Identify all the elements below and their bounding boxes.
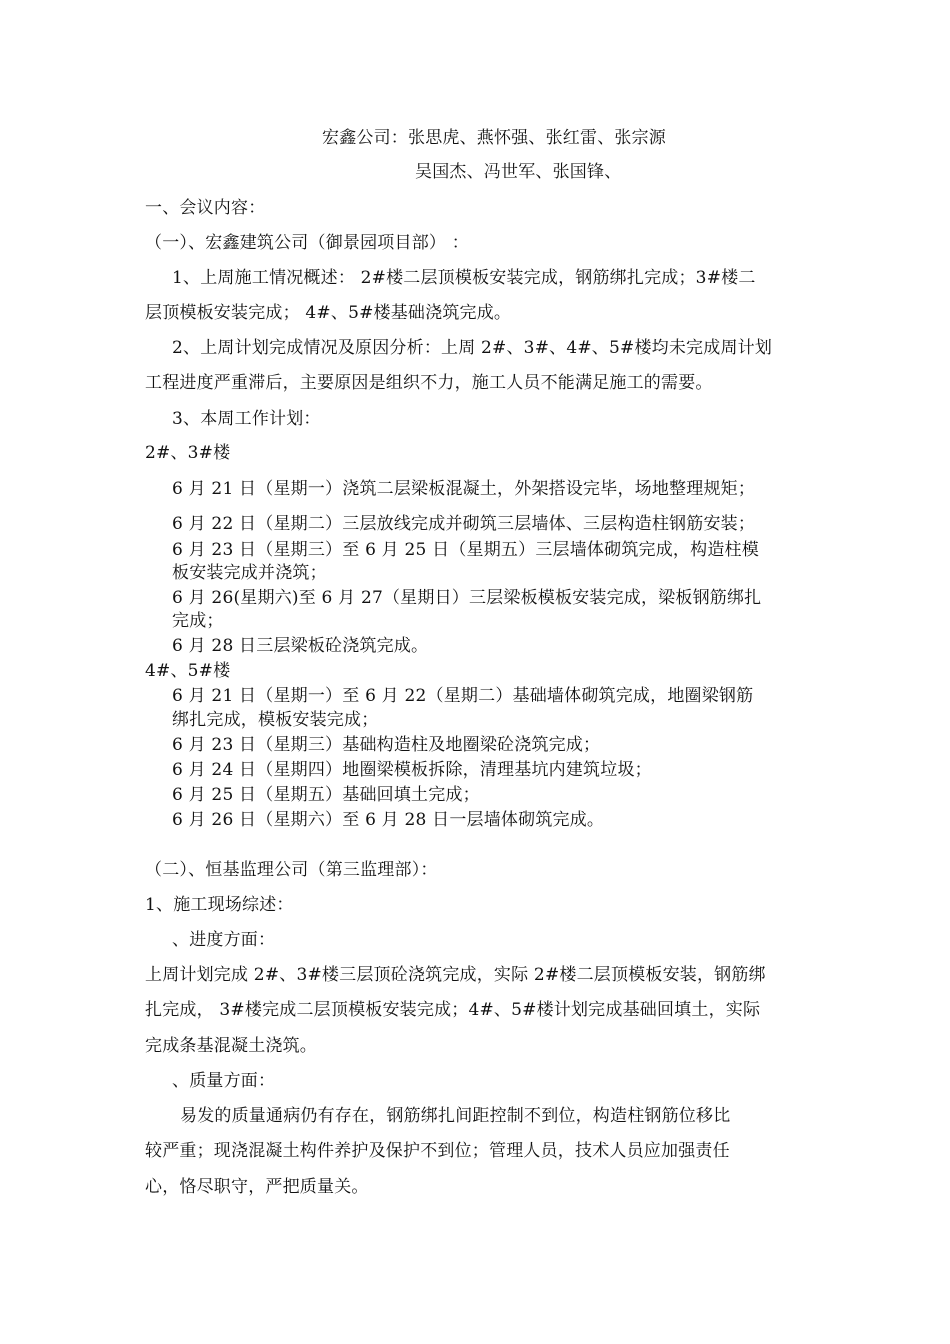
paragraph-line: 层顶模板安装完成； 4#、5#楼基础浇筑完成。 (145, 303, 512, 323)
schedule-line: 6 月 26(星期六)至 6 月 27（星期日）三层梁板模板安装完成，梁板钢筋绑扎 (172, 588, 762, 608)
attendees-line-2: 吴国杰、冯世军、张国锋、 (415, 162, 622, 182)
paragraph-line: 心，恪尽职守，严把质量关。 (145, 1177, 369, 1197)
attendees-line-1: 宏鑫公司：张思虎、燕怀强、张红雷、张宗源 (322, 128, 666, 148)
paragraph-line: 易发的质量通病仍有存在，钢筋绑扎间距控制不到位，构造柱钢筋位移比 (180, 1106, 731, 1126)
schedule-line: 6 月 22 日（星期二）三层放线完成并砌筑三层墙体、三层构造柱钢筋安装； (172, 514, 756, 534)
paragraph-line: 较严重；现浇混凝土构件养护及保护不到位；管理人员，技术人员应加强责任 (145, 1141, 730, 1161)
group-label: 2#、3#楼 (145, 443, 231, 463)
paragraph-line: 扎完成， 3#楼完成二层顶模板安装完成；4#、5#楼计划完成基础回填土，实际 (145, 1000, 761, 1020)
section-heading: 一、会议内容： (145, 198, 266, 218)
schedule-line: 6 月 24 日（星期四）地圈梁模板拆除，清理基坑内建筑垃圾； (172, 760, 652, 780)
schedule-line: 6 月 28 日三层梁板砼浇筑完成。 (172, 636, 429, 656)
paragraph-line: 上周计划完成 2#、3#楼三层顶砼浇筑完成，实际 2#楼二层顶模板安装，钢筋绑 (145, 965, 766, 985)
subsection-heading-2: （二）、恒基监理公司（第三监理部）： (145, 860, 438, 880)
paragraph-line: 3、本周工作计划： (172, 409, 321, 429)
schedule-line: 6 月 21 日（星期一）至 6 月 22（星期二）基础墙体砌筑完成，地圈梁钢筋 (172, 686, 754, 706)
paragraph-line: 工程进度严重滞后，主要原因是组织不力，施工人员不能满足施工的需要。 (145, 373, 713, 393)
progress-label: 、进度方面： (172, 930, 276, 950)
schedule-line: 板安装完成并浇筑； (172, 563, 327, 583)
schedule-line: 6 月 26 日（星期六）至 6 月 28 日一层墙体砌筑完成。 (172, 810, 605, 830)
paragraph-line: 完成条基混凝土浇筑。 (145, 1036, 317, 1056)
paragraph-line: 1、上周施工情况概述： 2#楼二层顶模板安装完成，钢筋绑扎完成；3#楼二 (172, 268, 756, 288)
paragraph-line: 1、施工现场综述： (145, 895, 294, 915)
quality-label: 、质量方面： (172, 1071, 276, 1091)
schedule-line: 完成； (172, 611, 224, 631)
schedule-line: 6 月 21 日（星期一）浇筑二层梁板混凝土，外架搭设完毕，场地整理规矩； (172, 479, 756, 499)
schedule-line: 6 月 23 日（星期三）至 6 月 25 日（星期五）三层墙体砌筑完成，构造柱模 (172, 540, 759, 560)
schedule-line: 绑扎完成，模板安装完成； (172, 710, 379, 730)
subsection-heading-1: （一）、宏鑫建筑公司（御景园项目部） ： (145, 233, 469, 253)
schedule-line: 6 月 23 日（星期三）基础构造柱及地圈梁砼浇筑完成； (172, 735, 601, 755)
schedule-line: 6 月 25 日（星期五）基础回填土完成； (172, 785, 480, 805)
group-label: 4#、5#楼 (145, 661, 231, 681)
paragraph-line: 2、上周计划完成情况及原因分析：上周 2#、3#、4#、5#楼均未完成周计划 (172, 338, 773, 358)
